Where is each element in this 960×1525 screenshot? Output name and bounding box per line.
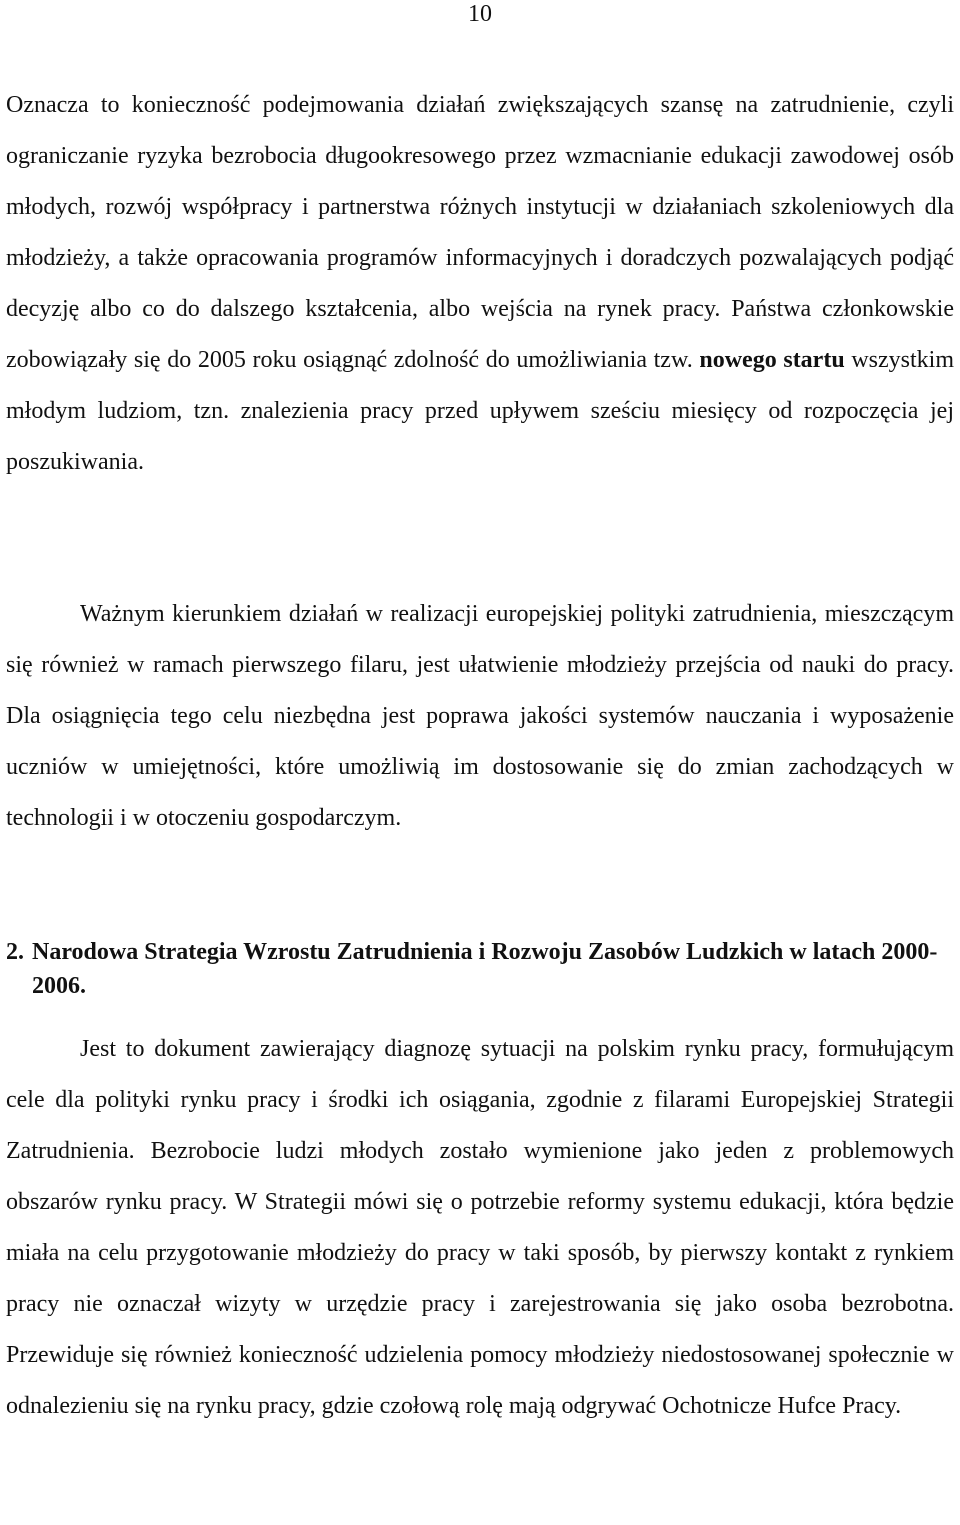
section-title: Narodowa Strategia Wzrostu Zatrudnienia i Rozwoju Zasobów Ludzkich w latach 2000-2006. [32, 939, 938, 999]
paragraph-national-strategy: Jest to dokument zawierający diagnozę sytuacji na polskim rynku pracy, formułującym cele dla polityki rynku pracy i środki ich osiągania, zgodnie z filarami Europejskiej Strategii Zatrudnienia. Bezrobocie ludzi młodych zostało wymienione jako jeden z problemowych obszarów rynku pracy. W Strategii mówi się o potrzebie reformy systemu edukacji, która będzie miała na celu przygotowanie młodzieży do pracy w taki sposób, by pierwszy kontakt z rynkiem pracy nie oznaczał wizyty w urzędzie pracy i zarejestrowania się jako osoba bezrobotna. Przewiduje się również konieczność udzielenia pomocy młodzieży niedostosowanej społecznie w odnalezieniu się na rynku pracy, gdzie czołową rolę mają odgrywać Ochotnicze Hufce Pracy. [6, 1036, 954, 1419]
paragraph-intro-text-after: wszystkim młodym ludziom, tzn. znalezienia pracy przed upływem sześciu miesięcy od rozpoczęcia jej poszukiwania. [6, 347, 954, 475]
section-number: 2. [6, 939, 24, 965]
paragraph-european-policy: Ważnym kierunkiem działań w realizacji europejskiej polityki zatrudnienia, mieszczącym się również w ramach pierwszego filaru, jest ułatwienie młodzieży przejścia od nauki do pracy. Dla osiągnięcia tego celu niezbędna jest poprawa jakości systemów nauczania i wyposażenie uczniów w umiejętności, które umożliwią im dostosowanie się do zmian zachodzących w technologii i w otoczeniu gospodarczym. [6, 601, 954, 831]
page-number: 10 [468, 1, 492, 27]
paragraph-intro-text-before: Oznacza to konieczność podejmowania działań zwiększających szansę na zatrudnienie, czyli ograniczanie ryzyka bezrobocia długookresowego przez wzmacnianie edukacji zawodowej osób młodych, rozwój współpracy i partnerstwa różnych instytucji w działaniach szkoleniowych dla młodzieży, a także opracowania programów informacyjnych i doradczych pozwalających podjąć decyzję albo co do dalszego kształcenia, albo wejścia na rynek pracy. Państwa członkowskie zobowiązały się do 2005 roku osiągnąć zdolność do umożliwiania tzw. [6, 92, 954, 373]
section-heading [6, 935, 954, 1003]
paragraph-intro [6, 80, 954, 488]
bold-phrase-new-start: nowego startu [699, 347, 845, 373]
